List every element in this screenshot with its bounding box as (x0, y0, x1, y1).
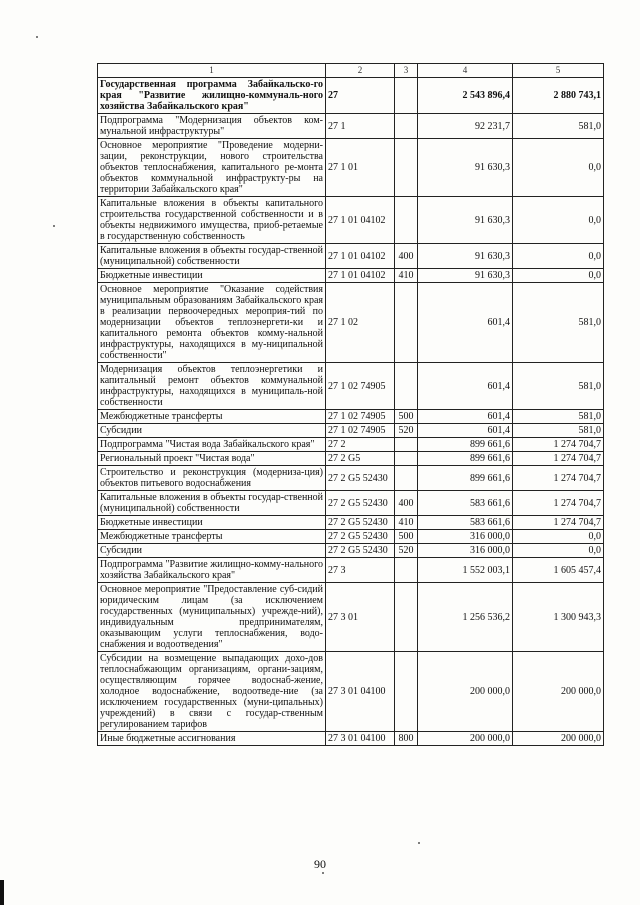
row-code: 27 1 02 (326, 283, 395, 363)
row-amount-year1: 583 661,6 (418, 491, 513, 516)
column-header-3: 3 (395, 64, 418, 78)
row-code: 27 2 G5 (326, 452, 395, 466)
table-row (98, 283, 604, 363)
row-name: Межбюджетные трансферты (98, 530, 326, 544)
row-code: 27 1 (326, 114, 395, 139)
row-amount-year2: 581,0 (513, 283, 604, 363)
row-amount-year2: 2 880 743,1 (513, 78, 604, 114)
row-amount-year2: 1 274 704,7 (513, 466, 604, 491)
row-name: Иные бюджетные ассигнования (98, 732, 326, 746)
row-amount-year2: 200 000,0 (513, 652, 604, 732)
table-row (98, 544, 604, 558)
scan-speck (53, 225, 55, 227)
row-code: 27 1 01 04102 (326, 244, 395, 269)
row-amount-year2: 1 300 943,3 (513, 583, 604, 652)
row-amount-year2: 581,0 (513, 410, 604, 424)
row-amount-year1: 1 256 536,2 (418, 583, 513, 652)
row-code: 27 3 01 (326, 583, 395, 652)
row-expense-type (395, 652, 418, 732)
table-row (98, 269, 604, 283)
row-code: 27 1 02 74905 (326, 410, 395, 424)
table-row (98, 732, 604, 746)
table-row (98, 558, 604, 583)
column-header-2: 2 (326, 64, 395, 78)
row-expense-type: 410 (395, 269, 418, 283)
table-row (98, 244, 604, 269)
table-row (98, 583, 604, 652)
table-row (98, 466, 604, 491)
row-name: Подпрограмма "Чистая вода Забайкальского края" (98, 438, 326, 452)
row-amount-year1: 200 000,0 (418, 652, 513, 732)
row-code: 27 1 02 74905 (326, 363, 395, 410)
table-row (98, 491, 604, 516)
row-expense-type: 500 (395, 530, 418, 544)
row-amount-year1: 899 661,6 (418, 438, 513, 452)
row-amount-year2: 0,0 (513, 269, 604, 283)
row-amount-year1: 91 630,3 (418, 197, 513, 244)
row-name: Модернизация объектов теплоэнергетики и капитальный ремонт объектов коммунальной инфраструктуры, находящихся в муниципаль-ной собственности (98, 363, 326, 410)
table-row (98, 78, 604, 114)
row-name: Капитальные вложения в объекты государ-ственной (муниципальной) собственности (98, 244, 326, 269)
row-expense-type (395, 363, 418, 410)
page-number: 90 (314, 857, 326, 871)
table-row (98, 114, 604, 139)
row-amount-year2: 0,0 (513, 530, 604, 544)
row-amount-year2: 581,0 (513, 114, 604, 139)
row-code: 27 1 01 04102 (326, 269, 395, 283)
row-name: Субсидии на возмещение выпадающих дохо-дов теплоснабжающим организациям, органи-зациям, осуществляющим горячее водоснаб-жение, холодное водоснабжение, водоотведе-ние (за исключением государственных (муни-ципальных) учреждений) в связи с государ-ственным регулированием тарифов (98, 652, 326, 732)
row-expense-type (395, 139, 418, 197)
row-name: Субсидии (98, 424, 326, 438)
row-name: Капитальные вложения в объекты государ-ственной (муниципальной) собственности (98, 491, 326, 516)
row-expense-type (395, 466, 418, 491)
row-code: 27 2 G5 52430 (326, 516, 395, 530)
row-expense-type (395, 558, 418, 583)
row-expense-type: 400 (395, 244, 418, 269)
row-amount-year1: 601,4 (418, 283, 513, 363)
row-expense-type: 500 (395, 410, 418, 424)
column-header-1: 1 (98, 64, 326, 78)
row-amount-year2: 200 000,0 (513, 732, 604, 746)
row-amount-year1: 601,4 (418, 424, 513, 438)
row-name: Государственная программа Забайкальско-го края "Развитие жилищно-коммуналь-ного хозяйства Забайкальского края" (98, 78, 326, 114)
row-expense-type (395, 78, 418, 114)
column-header-4: 4 (418, 64, 513, 78)
row-name: Бюджетные инвестиции (98, 516, 326, 530)
row-expense-type: 800 (395, 732, 418, 746)
row-amount-year1: 583 661,6 (418, 516, 513, 530)
row-name: Подпрограмма "Модернизация объектов ком-мунальной инфраструктуры" (98, 114, 326, 139)
row-expense-type: 400 (395, 491, 418, 516)
row-expense-type (395, 197, 418, 244)
row-expense-type (395, 583, 418, 652)
scan-edge-mark (0, 880, 4, 905)
table-row (98, 652, 604, 732)
row-amount-year2: 1 274 704,7 (513, 438, 604, 452)
row-name: Бюджетные инвестиции (98, 269, 326, 283)
row-code: 27 3 01 04100 (326, 732, 395, 746)
row-amount-year1: 601,4 (418, 410, 513, 424)
table-row (98, 139, 604, 197)
scan-speck (36, 36, 38, 38)
row-code: 27 2 G5 52430 (326, 466, 395, 491)
row-expense-type (395, 438, 418, 452)
row-amount-year1: 91 630,3 (418, 269, 513, 283)
row-name: Строительство и реконструкция (модерниза-ция) объектов питьевого водоснабжения (98, 466, 326, 491)
row-amount-year1: 200 000,0 (418, 732, 513, 746)
table-row (98, 424, 604, 438)
row-expense-type (395, 114, 418, 139)
row-name: Основное мероприятие "Оказание содействия муниципальным образованиям Забайкальского края в реализации первоочередных мероприя-тий по модернизации объектов теплоэнергети-ки и капитального ремонта объектов комму-нальной инфраструктуры, находящихся в му-ниципальной собственности" (98, 283, 326, 363)
row-code: 27 (326, 78, 395, 114)
row-amount-year2: 0,0 (513, 197, 604, 244)
row-expense-type (395, 452, 418, 466)
row-code: 27 1 02 74905 (326, 424, 395, 438)
row-amount-year1: 91 630,3 (418, 139, 513, 197)
row-code: 27 1 01 04102 (326, 197, 395, 244)
row-code: 27 2 G5 52430 (326, 544, 395, 558)
row-amount-year2: 581,0 (513, 363, 604, 410)
table-row (98, 530, 604, 544)
row-name: Региональный проект "Чистая вода" (98, 452, 326, 466)
row-expense-type: 410 (395, 516, 418, 530)
row-code: 27 2 G5 52430 (326, 530, 395, 544)
row-code: 27 3 (326, 558, 395, 583)
row-expense-type: 520 (395, 424, 418, 438)
table-header-row (98, 64, 604, 78)
row-code: 27 1 01 (326, 139, 395, 197)
table-row (98, 452, 604, 466)
row-amount-year1: 601,4 (418, 363, 513, 410)
row-name: Подпрограмма "Развитие жилищно-комму-нального хозяйства Забайкальского края" (98, 558, 326, 583)
row-amount-year2: 1 274 704,7 (513, 516, 604, 530)
row-amount-year1: 1 552 003,1 (418, 558, 513, 583)
row-amount-year2: 1 605 457,4 (513, 558, 604, 583)
row-amount-year1: 899 661,6 (418, 466, 513, 491)
row-amount-year1: 899 661,6 (418, 452, 513, 466)
row-code: 27 2 (326, 438, 395, 452)
row-name: Капитальные вложения в объекты капитального строительства государственной собственности и в объекты недвижимого имущества, приоб-ретаемые в государственную собственность (98, 197, 326, 244)
row-amount-year2: 0,0 (513, 139, 604, 197)
table-row (98, 438, 604, 452)
column-header-5: 5 (513, 64, 604, 78)
row-name: Основное мероприятие "Предоставление суб-сидий юридическим лицам (за исключением государственных (муниципальных) учрежде-ний), индивидуальным предпринимателям, оказывающим услуги теплоснабжения, водо-снабжения и водоотведения" (98, 583, 326, 652)
table-row (98, 516, 604, 530)
row-name: Субсидии (98, 544, 326, 558)
scan-speck (322, 872, 324, 874)
row-amount-year1: 92 231,7 (418, 114, 513, 139)
row-amount-year1: 316 000,0 (418, 530, 513, 544)
table-row (98, 363, 604, 410)
scan-speck (418, 842, 420, 844)
row-amount-year1: 2 543 896,4 (418, 78, 513, 114)
row-code: 27 2 G5 52430 (326, 491, 395, 516)
row-name: Основное мероприятие "Проведение модерни-зации, реконструкции, нового строительства объектов теплоснабжения, капитального ре-монта объектов коммунальной инфраструкту-ры на территории Забайкальского края" (98, 139, 326, 197)
budget-table (97, 63, 604, 746)
table-row (98, 410, 604, 424)
row-amount-year2: 0,0 (513, 544, 604, 558)
row-code: 27 3 01 04100 (326, 652, 395, 732)
row-expense-type (395, 283, 418, 363)
row-expense-type: 520 (395, 544, 418, 558)
row-amount-year2: 1 274 704,7 (513, 491, 604, 516)
row-amount-year2: 0,0 (513, 244, 604, 269)
row-amount-year2: 1 274 704,7 (513, 452, 604, 466)
table-row (98, 197, 604, 244)
row-name: Межбюджетные трансферты (98, 410, 326, 424)
row-amount-year2: 581,0 (513, 424, 604, 438)
row-amount-year1: 316 000,0 (418, 544, 513, 558)
row-amount-year1: 91 630,3 (418, 244, 513, 269)
